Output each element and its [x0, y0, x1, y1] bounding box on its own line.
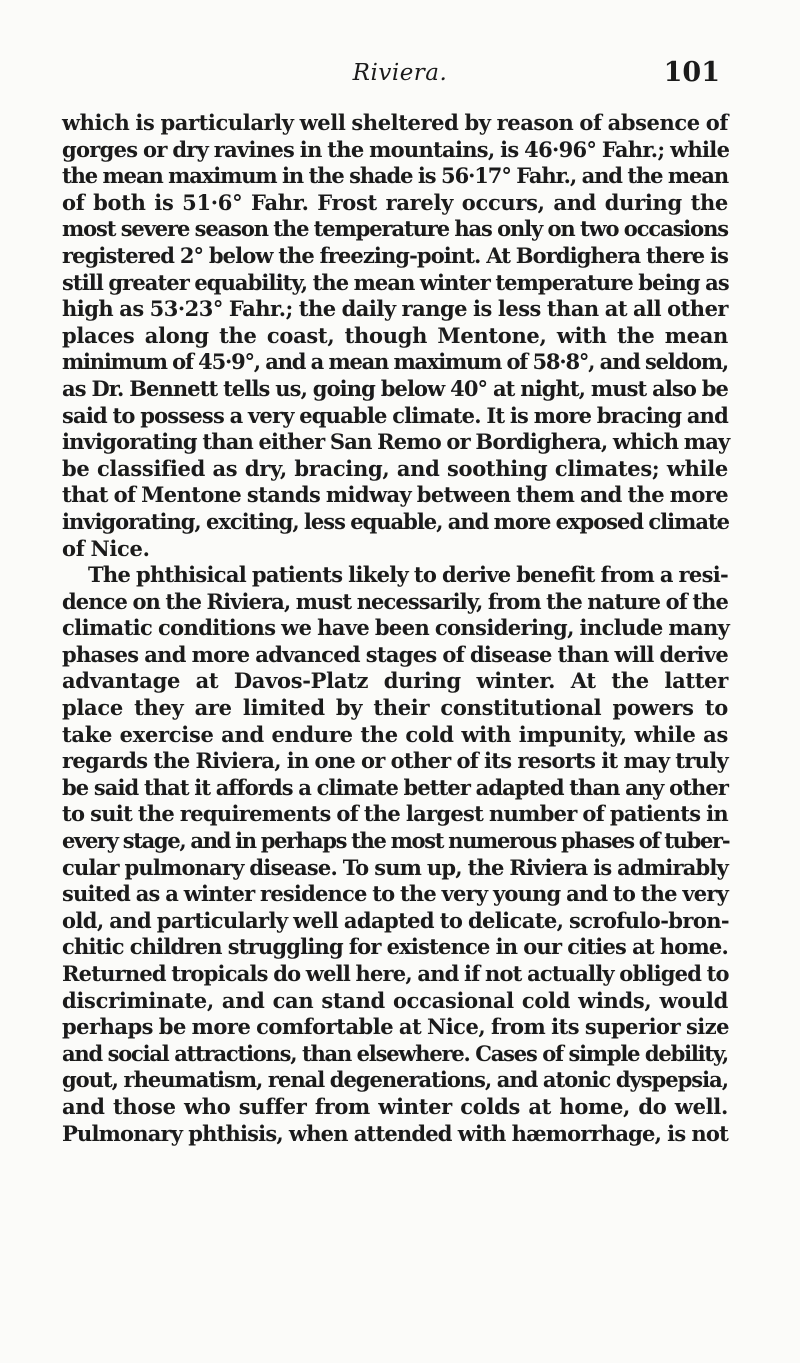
text-line: invigorating, exciting, less equable, and more exposed climate	[62, 508, 730, 534]
text-line: still greater equability, the mean winter temperature being as	[62, 269, 729, 295]
text-line: said to possess a very equable climate. It is more bracing and	[62, 402, 728, 428]
text-line: Returned tropicals do well here, and if not actually obliged to	[62, 961, 729, 986]
text-line: gout, rheumatism, renal degenerations, and atonic dyspepsia,	[62, 1067, 728, 1093]
text-line: every stage, and in perhaps the most numerous phases of tuber-	[62, 828, 730, 854]
text-line: invigorating than either San Remo or Bordighera, which may	[62, 429, 730, 455]
page-number: 101	[663, 57, 720, 88]
text-line: as Dr. Bennett tells us, going below 40° at night, must also be	[62, 375, 728, 401]
text-line: registered 2° below the freezing-point. At Bordighera there is	[62, 242, 728, 268]
text-line: and social attractions, than elsewhere. Cases of simple debility,	[62, 1040, 728, 1066]
text-line: chitic children struggling for existence in our cities at home.	[62, 934, 728, 960]
text-line: take exercise and endure the cold with impunity, while as	[62, 721, 728, 747]
running-title: Riviera.	[352, 60, 448, 86]
text-line: most severe season the temperature has only on two occasions	[62, 216, 728, 242]
text-line: perhaps be more comfortable at Nice, from its superior size	[62, 1014, 730, 1040]
text-line: the mean maximum in the shade is 56·17° Fahr., and the mean	[62, 163, 728, 189]
text-line: high as 53·23° Fahr.; the daily range is less than at all other	[62, 296, 728, 322]
text-line: which is particularly well sheltered by reason of absence of	[62, 110, 728, 135]
text-line: discriminate, and can stand occasional cold winds, would	[62, 987, 728, 1013]
text-line: to suit the requirements of the largest number of patients in	[62, 801, 728, 827]
text-line: place they are limited by their constitutional powers to	[62, 695, 728, 721]
text-line: and those who suffer from winter colds at home, do well.	[62, 1093, 728, 1119]
text-line: advantage at Davos-Platz during winter. At the latter	[62, 668, 728, 694]
text-line: suited as a winter residence to the very young and to the very	[62, 881, 728, 907]
text-line: old, and particularly well adapted to delicate, scrofulo-bron-	[62, 907, 730, 933]
text-line: gorges or dry ravines in the mountains, is 46·96° Fahr.; while	[62, 136, 730, 162]
body-text	[62, 110, 728, 1147]
text-line: phases and more advanced stages of disease than will derive	[62, 641, 728, 667]
text-line: Pulmonary phthisis, when attended with hæmorrhage, is not	[62, 1120, 728, 1146]
text-line: be said that it affords a climate better adapted than any other	[62, 774, 728, 800]
text-line: places along the coast, though Mentone, with the mean	[62, 322, 728, 348]
text-line: The phthisical patients likely to derive benefit from a resi-	[88, 562, 728, 588]
text-line: of Nice.	[62, 535, 150, 561]
text-line: minimum of 45·9°, and a mean maximum of 58·8°, and seldom,	[62, 349, 728, 375]
text-line: be classified as dry, bracing, and soothing climates; while	[62, 455, 728, 481]
text-line: of both is 51·6° Fahr. Frost rarely occurs, and during the	[62, 189, 728, 215]
text-line: that of Mentone stands midway between them and the more	[62, 482, 728, 508]
text-line: dence on the Riviera, must necessarily, from the nature of the	[62, 588, 728, 614]
text-line: climatic conditions we have been considering, include many	[62, 615, 730, 641]
running-head	[80, 52, 720, 92]
text-line: cular pulmonary disease. To sum up, the Riviera is admirably	[62, 854, 728, 880]
text-line: regards the Riviera, in one or other of its resorts it may truly	[62, 748, 728, 774]
